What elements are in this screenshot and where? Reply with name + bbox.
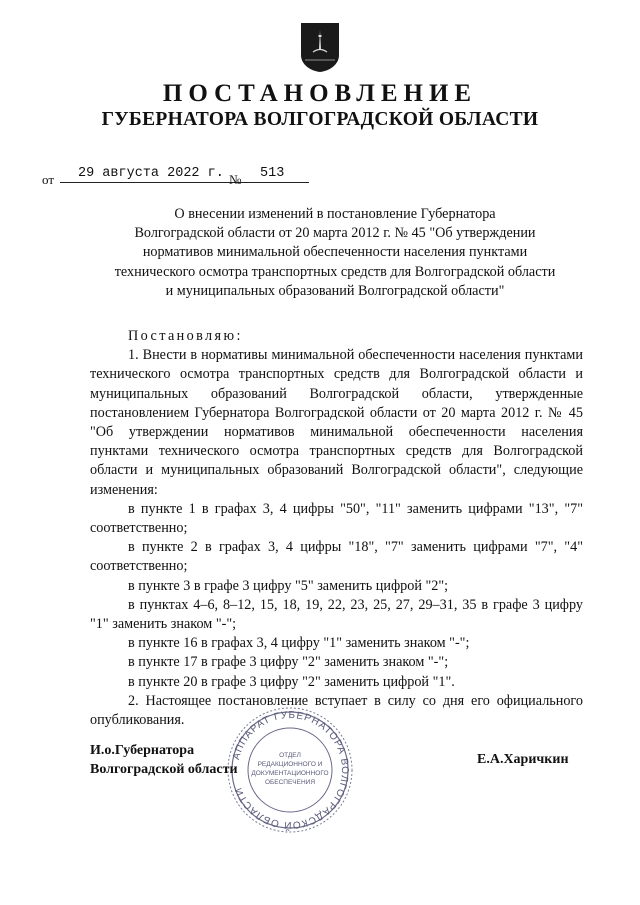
document-date: 29 августа 2022 г.	[78, 166, 224, 181]
date-line	[42, 166, 342, 190]
document-number: 513	[260, 166, 285, 181]
document-subject	[90, 205, 580, 301]
date-underline	[60, 182, 256, 183]
body-paragraph: в пункте 17 в графе 3 цифру "2" заменить знаком "-";	[128, 654, 449, 671]
subject-line: О внесении изменений в постановление Губернатора	[174, 206, 496, 222]
position-line: Волгоградской области	[90, 762, 238, 777]
stamp-inner-line: РЕДАКЦИОННОГО И	[257, 761, 323, 768]
body-paragraph: в пункте 1 в графах 3, 4 цифры "50", "11" заменить цифрами "13", "7" соответственно;	[90, 500, 583, 537]
signatory-name: Е.А.Харичкин	[477, 752, 569, 767]
stamp-inner-line: ДОКУМЕНТАЦИОННОГО	[251, 770, 329, 777]
subject-line: нормативов минимальной обеспеченности населения пунктами	[142, 244, 528, 261]
stamp-outer-text: АППАРАТ ГУБЕРНАТОРА ВОЛГОГРАДСКОЙ ОБЛАСТИ	[231, 709, 351, 831]
subject-line: технического осмотра транспортных средств для Волгоградской области	[114, 263, 556, 280]
from-label: от	[42, 172, 55, 187]
body-paragraph: в пункте 2 в графах 3, 4 цифры "18", "7" заменить цифрами "7", "4" соответственно;	[90, 539, 583, 575]
number-underline	[245, 182, 309, 183]
document-body	[90, 327, 583, 730]
coat-of-arms-icon	[299, 21, 341, 73]
body-paragraph: в пункте 20 в графе 3 цифру "2" заменить цифрой "1".	[128, 673, 455, 690]
document-subtitle: ГУБЕРНАТОРА ВОЛГОГРАДСКОЙ ОБЛАСТИ	[101, 109, 539, 130]
body-paragraph: 2. Настоящее постановление вступает в силу со дня его официального опубликования.	[90, 692, 583, 729]
position-line: И.о.Губернатора	[90, 743, 195, 758]
body-paragraph: 1. Внести в нормативы минимальной обеспеченности населения пунктами технического осмотра транспортных средств для Волгоградской области и муниципальных образований Волгоградской области, утвержденные постановлением Губернатора Волгоградской области от 20 марта 2012 г. № 45 "Об утверждении нормативов минимальной обеспеченности населения пунктами технического осмотра транспортных средств для Волгоградской области и муниципальных образований Волгоградской области", следующие изменения:	[90, 347, 583, 498]
official-stamp	[225, 705, 355, 835]
document-title: ПОСТАНОВЛЕНИЕ	[162, 80, 478, 107]
subject-line: и муниципальных образований Волгоградской области"	[165, 282, 505, 299]
subject-line: Волгоградской области от 20 марта 2012 г. № 45 "Об утверждении	[134, 225, 536, 242]
stamp-inner-line: ОТДЕЛ	[279, 752, 301, 759]
stamp-inner-line: ОБЕСПЕЧЕНИЯ	[264, 779, 316, 786]
signatory-position	[90, 741, 238, 779]
body-paragraph: в пунктах 4–6, 8–12, 15, 18, 19, 22, 23, 25, 27, 29–31, 35 в графе 3 цифру "1" заменить знаком "-";	[90, 596, 583, 633]
body-paragraph: в пункте 16 в графах 3, 4 цифру "1" заменить знаком "-";	[128, 635, 470, 652]
body-paragraph: в пункте 3 в графе 3 цифру "5" заменить цифрой "2";	[128, 577, 449, 594]
number-label: №	[229, 172, 242, 187]
decree-word: Постановляю:	[128, 328, 243, 344]
